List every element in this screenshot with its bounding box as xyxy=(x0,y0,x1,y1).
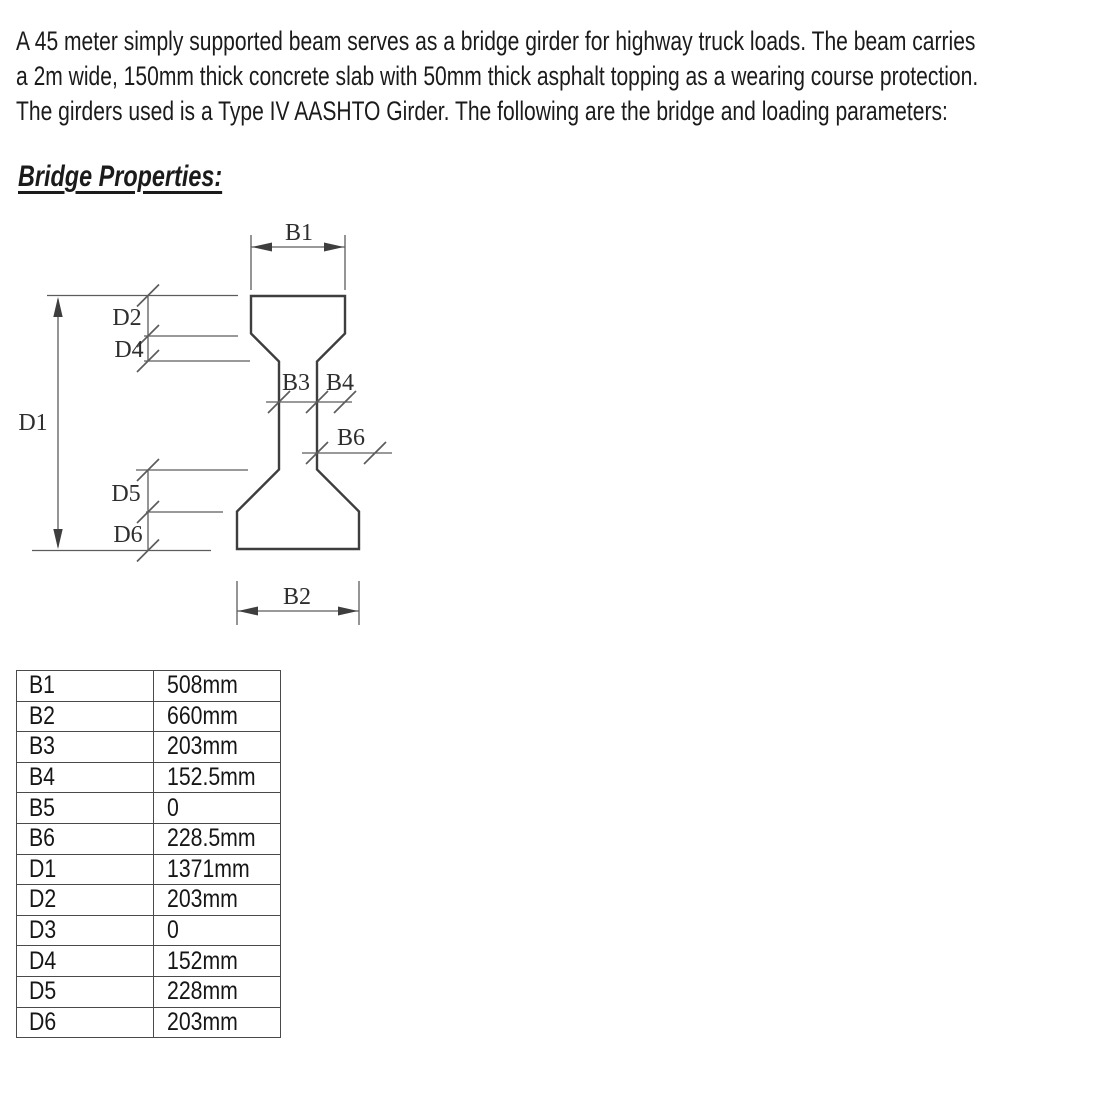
section-heading: Bridge Properties: xyxy=(18,160,223,193)
table-row xyxy=(17,762,281,793)
value-cell: 0 xyxy=(154,915,281,946)
dim-b6 xyxy=(302,425,392,464)
arrow-right-icon xyxy=(338,607,358,616)
value-cell: 228mm xyxy=(154,976,281,1007)
dim-label-d5: D5 xyxy=(111,481,141,507)
param-cell: B4 xyxy=(17,762,154,793)
dim-label-b1: B1 xyxy=(284,220,314,246)
dim-label-b6: B6 xyxy=(336,425,366,451)
dim-d1 xyxy=(18,297,62,549)
dim-label-b4: B4 xyxy=(325,370,355,396)
table-row xyxy=(17,732,281,763)
dim-b1 xyxy=(251,220,345,290)
param-cell: D4 xyxy=(17,946,154,977)
param-cell: D3 xyxy=(17,915,154,946)
intro-line-1: A 45 meter simply supported beam serves as a bridge girder for highway truck loads. The beam carries xyxy=(16,26,976,56)
dim-label-d1: D1 xyxy=(18,410,48,436)
value-cell: 203mm xyxy=(154,885,281,916)
param-cell: B2 xyxy=(17,701,154,732)
param-cell: D5 xyxy=(17,976,154,1007)
value-cell: 660mm xyxy=(154,701,281,732)
table-row xyxy=(17,671,281,702)
arrow-right-icon xyxy=(324,243,344,252)
dim-label-b3: B3 xyxy=(281,370,311,396)
param-cell: B6 xyxy=(17,823,154,854)
table-row xyxy=(17,1007,281,1038)
param-cell: B1 xyxy=(17,671,154,702)
dim-chain-left xyxy=(32,285,250,562)
table-row xyxy=(17,915,281,946)
param-cell: D2 xyxy=(17,885,154,916)
arrow-up-icon xyxy=(53,297,62,317)
dim-label-d6: D6 xyxy=(113,522,143,548)
intro-line-3: The girders used is a Type IV AASHTO Girder. The following are the bridge and loading parameters: xyxy=(16,96,948,126)
dim-label-d4: D4 xyxy=(114,337,144,363)
param-cell: D1 xyxy=(17,854,154,885)
value-cell: 203mm xyxy=(154,732,281,763)
value-cell: 152.5mm xyxy=(154,762,281,793)
value-cell: 203mm xyxy=(154,1007,281,1038)
value-cell: 152mm xyxy=(154,946,281,977)
girder-diagram xyxy=(0,208,450,648)
table-row xyxy=(17,946,281,977)
param-cell: B5 xyxy=(17,793,154,824)
arrow-down-icon xyxy=(53,529,62,549)
table-row xyxy=(17,885,281,916)
param-cell: D6 xyxy=(17,1007,154,1038)
properties-table xyxy=(16,670,281,1038)
value-cell: 1371mm xyxy=(154,854,281,885)
table-row xyxy=(17,976,281,1007)
dim-b2 xyxy=(237,581,359,625)
arrow-left-icon xyxy=(252,243,272,252)
arrow-left-icon xyxy=(238,607,258,616)
girder-outline xyxy=(237,296,359,549)
param-cell: B3 xyxy=(17,732,154,763)
value-cell: 508mm xyxy=(154,671,281,702)
table-row xyxy=(17,701,281,732)
intro-paragraph xyxy=(16,24,1096,129)
dim-label-b2: B2 xyxy=(282,584,312,610)
value-cell: 0 xyxy=(154,793,281,824)
intro-line-2: a 2m wide, 150mm thick concrete slab with 50mm thick asphalt topping as a wearing course protection. xyxy=(16,61,979,91)
dim-label-d2: D2 xyxy=(112,305,142,331)
table-row xyxy=(17,793,281,824)
value-cell: 228.5mm xyxy=(154,823,281,854)
table-row xyxy=(17,823,281,854)
table-row xyxy=(17,854,281,885)
